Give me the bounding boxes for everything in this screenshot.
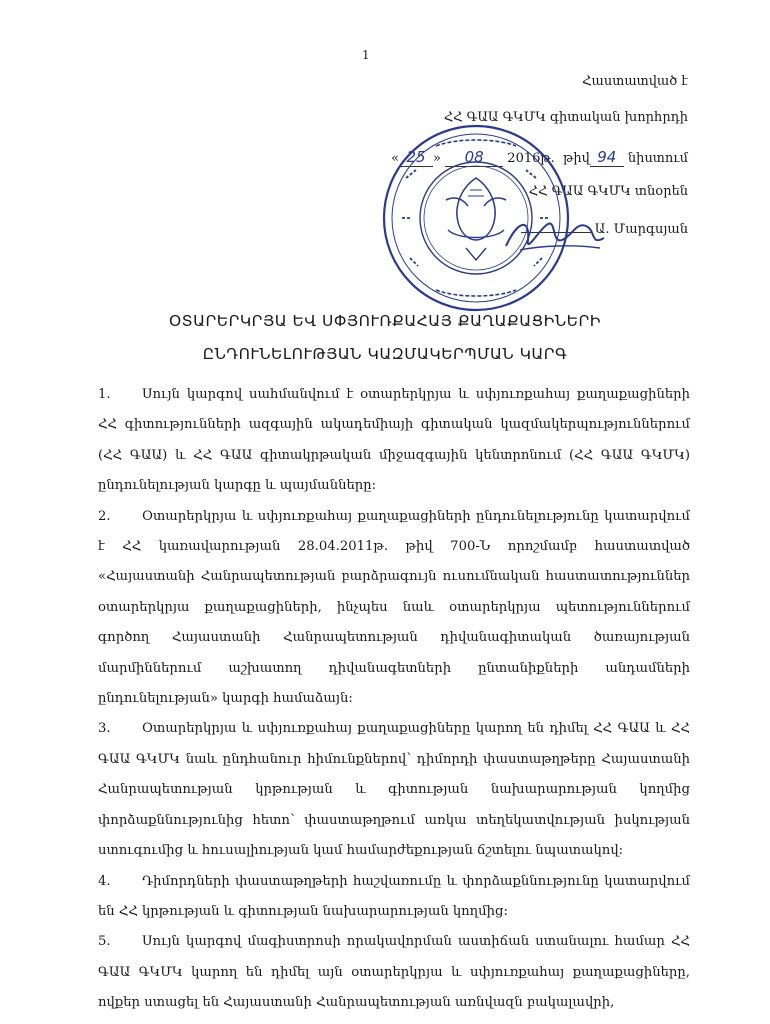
date-prefix: « (391, 151, 400, 166)
council-line: ՀՀ ԳԱԱ ԳԿՄԿ գիտական խորհրդի (443, 110, 688, 125)
paragraph-text: Օտարերկրյա և սփյուռքահայ քաղաքացիները կարող են դիմել ՀՀ ԳԱԱ և ՀՀ ԳԱԱ ԳԿՄԿ նաև ընդհանուր հիմունքներով՝ դիմորդի փաստաթղթերը Հայաստանի Հանրապետության կրթության և գիտության նախարարության կողմից փորձաքննությունից հետո՝ փաստաթղթում առկա տեղեկատվության իսկության ստուգումից և հուսալիության կամ համարժեքության ճշտելու նպատակով: (98, 721, 690, 859)
date-year: 2016թ. (507, 151, 555, 166)
paragraph-number: 3. (98, 721, 111, 737)
paragraph-2 (98, 502, 690, 715)
paragraph-5 (98, 927, 690, 1018)
paragraph-text: Սույն կարգով սահմանվում է օտարերկրյա և սփյուռքահայ քաղաքացիների ՀՀ գիտությունների ազգային ակադեմիայի գիտական կազմակերպություններում (ՀՀ ԳԱԱ) և ՀՀ ԳԱԱ գիտակրթական միջազգային կենտրոնում (ՀՀ ԳԱԱ ԳԿՄԿ) ընդունելության կարգը և պայմանները: (98, 387, 690, 494)
protocol-suffix: նիստում (627, 151, 688, 166)
director-name: Ա. Մարգսյան (594, 222, 688, 237)
date-mid: » (433, 151, 442, 166)
document-body (98, 380, 690, 1019)
paragraph-4 (98, 867, 690, 928)
protocol-number: 94 (590, 148, 624, 167)
document-title-line1: ՕՏԱՐԵՐԿՐՅԱ ԵՎ ՍՓՅՈՒՌՔԱՀԱՅ ՔԱՂԱՔԱՑԻՆԵՐԻ (168, 312, 601, 330)
approved-label: Հաստատված է (582, 74, 688, 89)
page-number: 1 (362, 48, 370, 62)
paragraph-3 (98, 714, 690, 866)
paragraph-number: 4. (98, 873, 111, 889)
protocol-label: թիվ (563, 151, 590, 166)
paragraph-text: Դիմորդների փաստաթղթերի հաշվառումը և փորձաքննությունը կատարվում են ՀՀ կրթության և գիտության նախարարության կողմից: (98, 873, 690, 919)
paragraph-number: 1. (98, 387, 111, 402)
paragraph-text: Սույն կարգով մագիստրոսի որակավորման աստիճան ստանալու համար ՀՀ ԳԱԱ ԳԿՄԿ կարող են դիմել այն օտարերկրյա և սփյուռքահայ քաղաքացիները, ովքեր ստացել են Հայաստանի Հանրապետության առնվազն բակալավրի, (98, 934, 690, 1011)
paragraph-number: 5. (98, 934, 111, 950)
document-title-line2: ԸՆԴՈՒՆԵԼՈՒԹՅԱՆ ԿԱԶՄԱԿԵՐՊՄԱՆ ԿԱՐԳ (202, 345, 568, 363)
paragraph-1 (98, 380, 690, 502)
director-title: ՀՀ ԳԱԱ ԳԿՄԿ տնօրեն (528, 184, 688, 199)
date-day: 25 (399, 148, 433, 167)
date-month: 08 (445, 148, 503, 167)
signature-icon (500, 210, 610, 260)
paragraph-number: 2. (98, 508, 111, 524)
paragraph-text: Օտարերկրյա և սփյուռքահայ քաղաքացիների ընդունելությունը կատարվում է ՀՀ կառավարության 28.04.2011թ. թիվ 700-Ն որոշմամբ հաստատված «Հայաստանի Հանրապետության բարձրագույն ուսումնական հաստատություններ օտարերկրյա քաղաքացիների, ինչպես նաև օտարերկրյա պետություններում գործող Հայաստանի Հանրապետության դիվանագիտական ծառայության մարմիններում աշխատող դիվանագետների ընտանիքների անդամների ընդունելության» կարգի համաձայն: (98, 508, 690, 707)
